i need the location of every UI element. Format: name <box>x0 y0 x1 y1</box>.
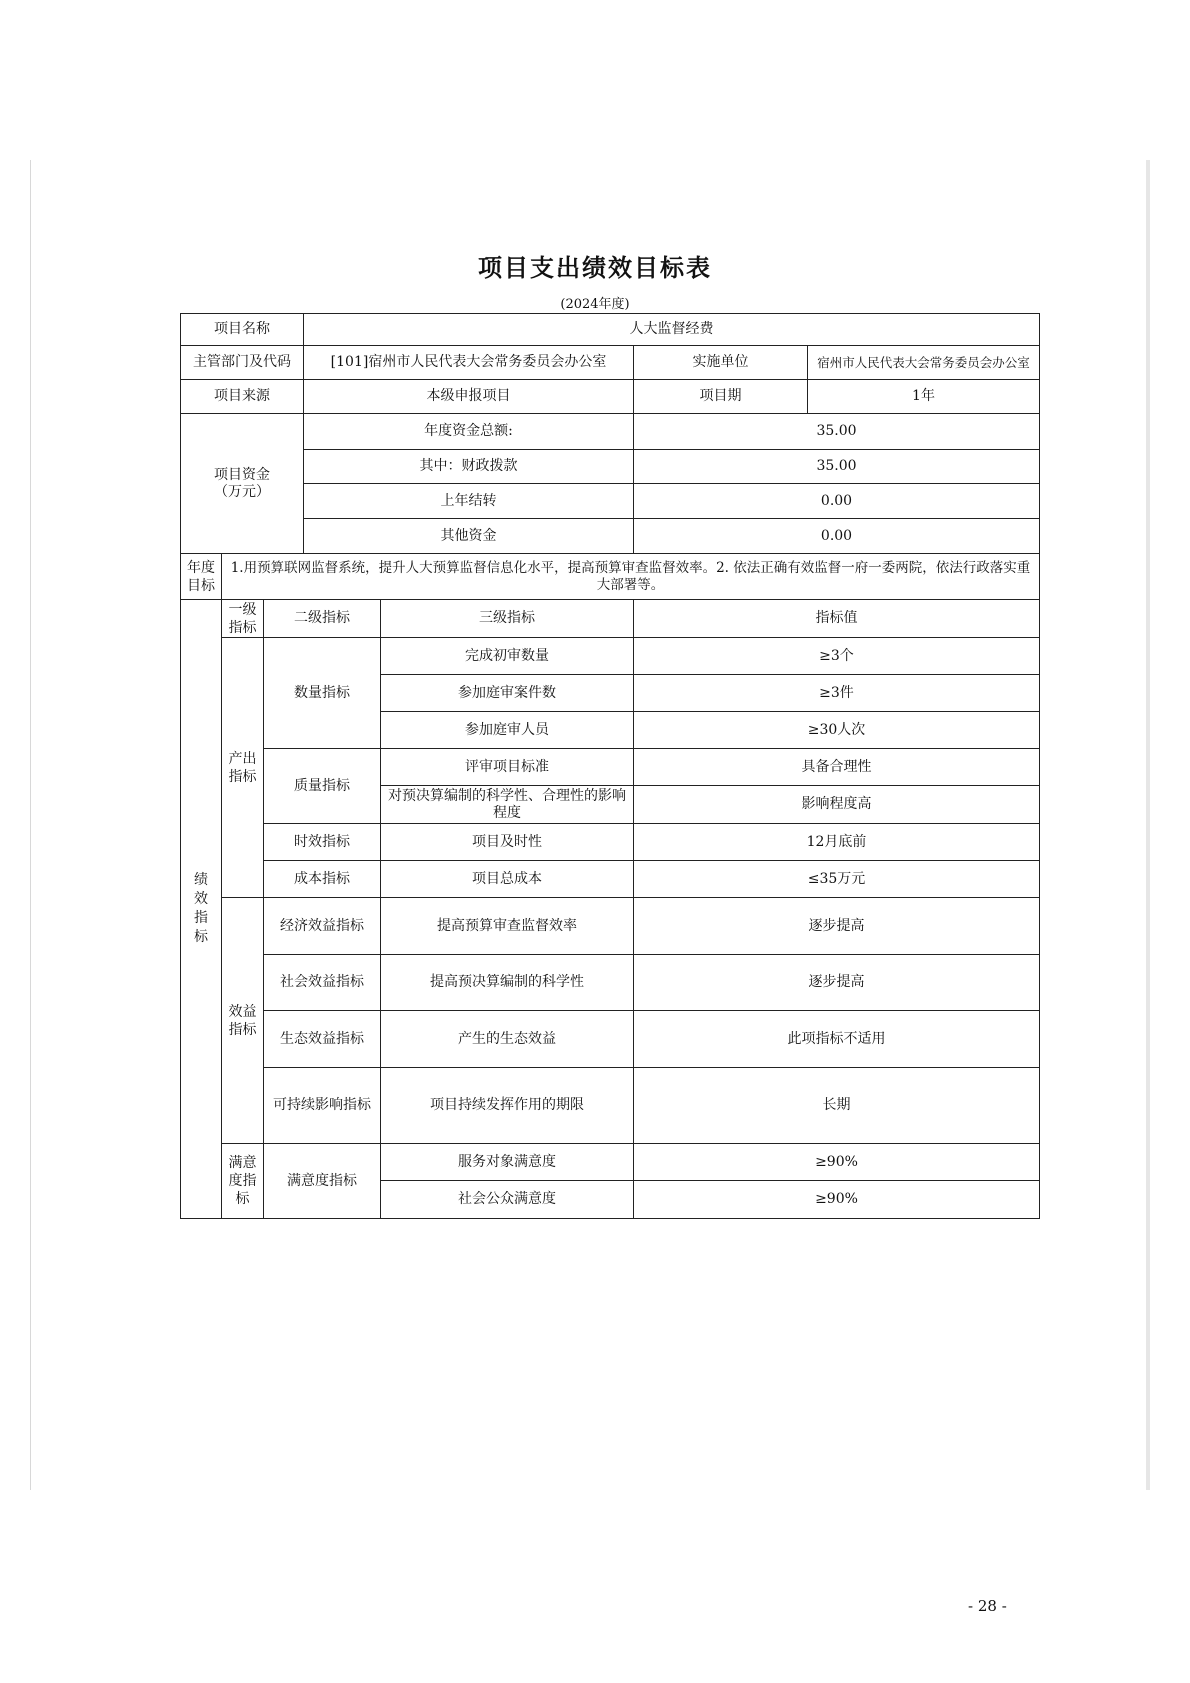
quality-name-2: 对预决算编制的科学性、合理性的影响程度 <box>381 786 634 824</box>
row-perf-header <box>181 600 1040 638</box>
benefit-value-3: 此项指标不适用 <box>634 1011 1040 1068</box>
satisfaction-label-text: 满意度指标 <box>228 1155 257 1207</box>
quantity-name-1: 完成初审数量 <box>381 638 634 675</box>
row-benefit-social <box>181 955 1040 1011</box>
row-quantity-1 <box>181 638 1040 675</box>
fund-label-fiscal: 其中：财政拨款 <box>304 450 634 484</box>
satisfaction-name-1: 服务对象满意度 <box>381 1144 634 1181</box>
page-number: - 28 - <box>968 1597 1007 1615</box>
perf-label-text: 绩效指标 <box>194 872 208 945</box>
quality-value-2: 影响程度高 <box>634 786 1040 824</box>
row-benefit-economic <box>181 898 1040 955</box>
page-edge-left <box>30 160 31 1490</box>
fund-label-other: 其他资金 <box>304 519 634 554</box>
cost-label: 成本指标 <box>264 861 381 898</box>
quality-value-1: 具备合理性 <box>634 749 1040 786</box>
source-value: 本级申报项目 <box>304 380 634 414</box>
satisfaction-value-1: ≥90% <box>634 1144 1040 1181</box>
funds-label-text: 项目资金（万元） <box>214 466 270 500</box>
row-annual-goal <box>181 554 1040 600</box>
satisfaction-level2: 满意度指标 <box>264 1144 381 1219</box>
period-label: 项目期 <box>634 380 808 414</box>
quantity-value-2: ≥3件 <box>634 675 1040 712</box>
row-benefit-sustainable <box>181 1068 1040 1144</box>
row-fund-other <box>181 519 1040 554</box>
benefit-name-3: 产生的生态效益 <box>381 1011 634 1068</box>
header-level3: 三级指标 <box>381 600 634 638</box>
cost-name: 项目总成本 <box>381 861 634 898</box>
impl-unit-label: 实施单位 <box>634 346 808 380</box>
performance-target-table <box>180 313 1040 1219</box>
output-label-text: 产出指标 <box>228 750 257 785</box>
annual-goal-label <box>181 554 222 600</box>
row-fund-total <box>181 414 1040 450</box>
row-timeliness <box>181 824 1040 861</box>
timeliness-value: 12月底前 <box>634 824 1040 861</box>
quantity-label: 数量指标 <box>264 638 381 749</box>
header-level1-text: 一级指标 <box>228 601 257 636</box>
quantity-name-3: 参加庭审人员 <box>381 712 634 749</box>
benefit-level2-3: 生态效益指标 <box>264 1011 381 1068</box>
timeliness-label: 时效指标 <box>264 824 381 861</box>
benefit-level2-2: 社会效益指标 <box>264 955 381 1011</box>
dept-label: 主管部门及代码 <box>181 346 304 380</box>
benefit-name-4: 项目持续发挥作用的期限 <box>381 1068 634 1144</box>
annual-goal-text: 1.用预算联网监督系统，提升人大预算监督信息化水平，提高预算审查监督效率。2. 依法正确有效监督一府一委两院，依法行政落实重大部署等。 <box>222 554 1040 600</box>
benefit-value-1: 逐步提高 <box>634 898 1040 955</box>
benefit-name-2: 提高预决算编制的科学性 <box>381 955 634 1011</box>
quantity-name-2: 参加庭审案件数 <box>381 675 634 712</box>
project-name-value: 人大监督经费 <box>304 314 1040 346</box>
fund-label-carryover: 上年结转 <box>304 484 634 519</box>
benefit-label <box>222 898 264 1144</box>
annual-goal-label-text: 年度目标 <box>187 559 215 594</box>
document-year: (2024年度) <box>560 297 630 312</box>
header-level2: 二级指标 <box>264 600 381 638</box>
quality-name-1: 评审项目标准 <box>381 749 634 786</box>
satisfaction-value-2: ≥90% <box>634 1181 1040 1219</box>
benefit-value-4: 长期 <box>634 1068 1040 1144</box>
period-value: 1年 <box>808 380 1040 414</box>
header-value: 指标值 <box>634 600 1040 638</box>
fund-value-other: 0.00 <box>634 519 1040 554</box>
cost-value: ≤35万元 <box>634 861 1040 898</box>
project-name-label: 项目名称 <box>181 314 304 346</box>
quality-label: 质量指标 <box>264 749 381 824</box>
impl-unit-value: 宿州市人民代表大会常务委员会办公室 <box>808 346 1040 380</box>
timeliness-name: 项目及时性 <box>381 824 634 861</box>
fund-value-total: 35.00 <box>634 414 1040 450</box>
benefit-name-1: 提高预算审查监督效率 <box>381 898 634 955</box>
benefit-value-2: 逐步提高 <box>634 955 1040 1011</box>
source-label: 项目来源 <box>181 380 304 414</box>
quantity-value-1: ≥3个 <box>634 638 1040 675</box>
fund-label-total: 年度资金总额: <box>304 414 634 450</box>
row-satisfaction-1 <box>181 1144 1040 1181</box>
perf-label <box>181 600 222 1219</box>
row-cost <box>181 861 1040 898</box>
dept-value: [101]宿州市人民代表大会常务委员会办公室 <box>304 346 634 380</box>
header-level1 <box>222 600 264 638</box>
fund-value-carryover: 0.00 <box>634 484 1040 519</box>
row-department <box>181 346 1040 380</box>
benefit-label-text: 效益指标 <box>228 1003 257 1038</box>
row-benefit-ecological <box>181 1011 1040 1068</box>
row-fund-carryover <box>181 484 1040 519</box>
document-title: 项目支出绩效目标表 <box>478 254 712 282</box>
page-edge-right <box>1146 160 1150 1490</box>
benefit-level2-4: 可持续影响指标 <box>264 1068 381 1144</box>
satisfaction-label <box>222 1144 264 1219</box>
row-project-name <box>181 314 1040 346</box>
funds-label <box>181 414 304 554</box>
row-quality-1 <box>181 749 1040 786</box>
row-source <box>181 380 1040 414</box>
satisfaction-name-2: 社会公众满意度 <box>381 1181 634 1219</box>
fund-value-fiscal: 35.00 <box>634 450 1040 484</box>
output-label <box>222 638 264 898</box>
benefit-level2-1: 经济效益指标 <box>264 898 381 955</box>
quantity-value-3: ≥30人次 <box>634 712 1040 749</box>
row-fund-fiscal <box>181 450 1040 484</box>
